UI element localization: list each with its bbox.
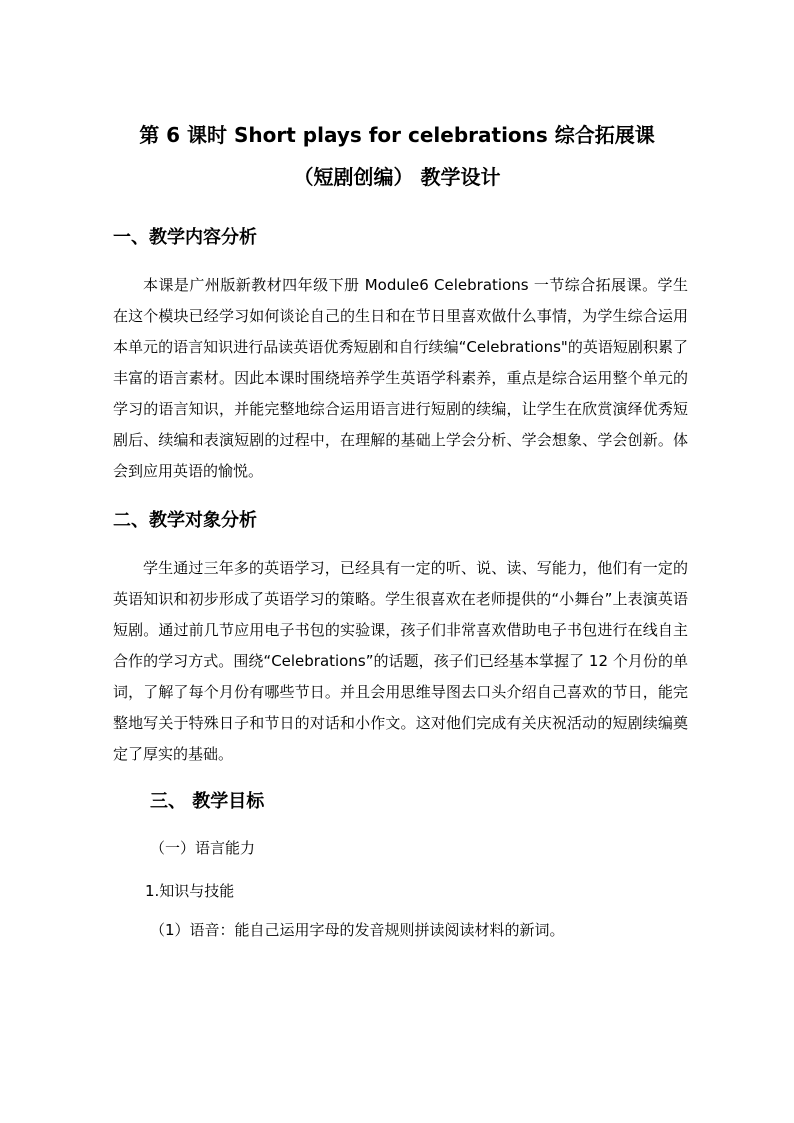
subheading-knowledge-skills: 1.知识与技能: [145, 882, 235, 900]
document-title-line-2: （短剧创编） 教学设计: [293, 165, 501, 189]
section-heading-content-analysis: 一、教学内容分析: [113, 227, 257, 248]
section-heading-objectives: 三、 教学目标: [150, 791, 265, 812]
item-phonetics: （1）语音：能自己运用字母的发音规则拼读阅读材料的新词。: [150, 921, 565, 939]
subheading-language-ability: （一）语言能力: [150, 839, 256, 857]
document-title-line-1: 第 6 课时 Short plays for celebrations 综合拓展课: [139, 123, 655, 147]
paragraph-content-analysis: 本课是广州版新教材四年级下册 Module6 Celebrations 一节综合拓展课。学生在这个模块已经学习如何谈论自己的生日和在节日里喜欢做什么事情，为学生综合运用本单元的语言知识进行品读英语优秀短剧和自行续编“Celebrations"的英语短剧积累了丰富的语言素材。因此本课时围绕培养学生英语学科素养，重点是综合运用整个单元的学习的语言知识，并能完整地综合运用语言进行短剧的续编，让学生在欣赏演绎优秀短剧后、续编和表演短剧的过程中，在理解的基础上学会分析、学会想象、学会创新。体会到应用英语的愉悦。: [113, 276, 688, 480]
section-heading-student-analysis: 二、教学对象分析: [113, 510, 257, 531]
paragraph-student-analysis: 学生通过三年多的英语学习，已经具有一定的听、说、读、写能力，他们有一定的英语知识和初步形成了英语学习的策略。学生很喜欢在老师提供的“小舞台”上表演英语短剧。通过前几节应用电子书包的实验课，孩子们非常喜欢借助电子书包进行在线自主合作的学习方式。围绕“Celebrations”的话题，孩子们已经基本掌握了 12 个月份的单词，了解了每个月份有哪些节日。并且会用思维导图去口头介绍自己喜欢的节日，能完整地写关于特殊日子和节日的对话和小作文。这对他们完成有关庆祝活动的短剧续编奠定了厚实的基础。: [113, 559, 688, 763]
